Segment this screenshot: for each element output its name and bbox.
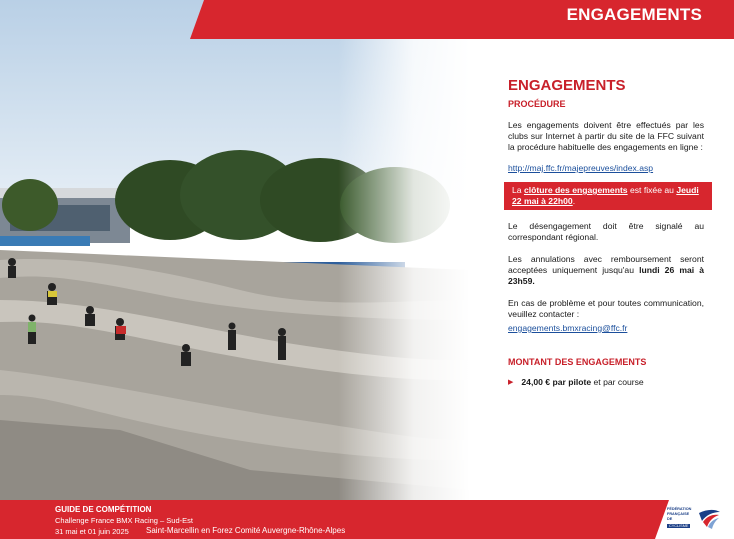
logo-line3: DE	[667, 517, 673, 521]
price-bold: 24,00 € par pilote	[521, 377, 592, 387]
ffc-engagement-link[interactable]: http://maj.ffc.fr/majepreuves/index.asp	[508, 163, 654, 173]
footer-guide-title: GUIDE DE COMPÉTITION	[55, 505, 152, 514]
price-text	[521, 377, 643, 387]
footer-dates: 31 mai et 01 juin 2025	[55, 527, 129, 536]
procedure-heading: PROCÉDURE	[508, 99, 566, 109]
contact-paragraph: En cas de problème et pour toutes communication, veuillez contacter :	[508, 298, 704, 319]
price-list-item	[508, 377, 704, 387]
page-title: ENGAGEMENTS	[508, 77, 626, 94]
logo-text	[667, 507, 691, 522]
logo-line4: CYCLISME	[669, 524, 689, 528]
contact-email-link[interactable]: engagements.bmxracing@ffc.fr	[508, 323, 628, 333]
main-content	[508, 77, 704, 387]
alert-bold-cloture: clôture des engagements	[523, 185, 628, 195]
footer-location: Saint-Marcellin en Forez Comité Auvergne-Rhône-Alpes	[146, 526, 346, 535]
footer-event-name: Challenge France BMX Racing – Sud-Est	[55, 516, 193, 525]
deadline-alert	[504, 182, 712, 210]
alert-middle: est fixée au	[627, 185, 677, 195]
alert-prefix: La	[512, 185, 524, 195]
triangle-bullet-icon: ▶	[508, 379, 514, 386]
alert-bold-date: Jeudi 22 mai à 22h00	[512, 185, 699, 206]
annulation-suffix: .	[532, 276, 535, 286]
montant-heading: MONTANT DES ENGAGEMENTS	[508, 357, 647, 367]
logo-line2: FRANÇAISE	[667, 512, 690, 516]
header-title: ENGAGEMENTS	[566, 5, 702, 24]
ffc-logo	[667, 505, 722, 535]
annulation-deadline: lundi 26 mai à 23h59	[508, 265, 704, 286]
logo-line1: FÉDÉRATION	[667, 507, 692, 511]
procedure-paragraph: Les engagements doivent être effectués par les clubs sur Internet à partir du site de la FFC suivant la procédure habituelle des engagements en ligne :	[508, 120, 704, 152]
desengagement-paragraph: Le désengagement doit être signalé au correspondant régional.	[508, 221, 704, 242]
logo-swoosh-icon	[697, 507, 721, 531]
annulation-text: Les annulations avec remboursement seront acceptées uniquement jusqu'au	[508, 254, 704, 275]
price-rest: et par course	[591, 377, 644, 387]
alert-suffix: .	[572, 196, 576, 206]
annulation-paragraph	[508, 254, 704, 287]
